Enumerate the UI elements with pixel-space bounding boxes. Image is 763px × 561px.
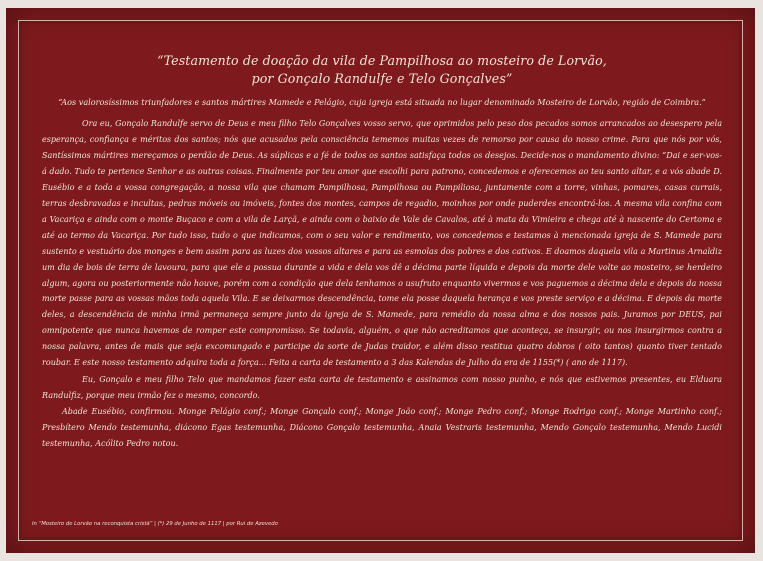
source-citation: In “Mosteiro de Lorvão na reconquista cristã” | (*) 29 de Junho de 1117 | por Rui de Azevedo [32,521,278,527]
signatories-paragraph: Eu, Gonçalo e meu filho Telo que mandamos fazer esta carta de testamento e assinamos com nosso punho, e nós que estivemos presentes, eu Elduara Randulfiz, porque meu irmão fez o mesmo, concordo. [42,375,722,401]
document-title-line1: “Testamento de doação da vila de Pampilhosa ao mosteiro de Lorvão, [157,53,607,68]
document-body [42,52,722,452]
testament-paragraph: Ora eu, Gonçalo Randulfe servo de Deus e meu filho Telo Gonçalves vosso servo, que oprimidos pelo peso dos pecados somos arrancados ao desespero pela esperança, confiança e méritos dos santos; nós que acusados pela consciência tememos muitas vezes de remorso por causa do nosso crime. Para que nós por vós, Santíssimos mártires mereçamos o perdão de Deus. As súplicas e a fé de todos os santos satisfaça todos os desejos. Decide-nos o mandamento divino: “Dai e ser-vos-á dado. Tudo te pertence Senhor e as outras coisas. Finalmente por teu amor que escolhi para patrono, concedemos e oferecemos ao teu santo altar, e a vós abade D. Eusébio e a toda a vossa congregação, a nossa vila que chamam Pampilhosa, Pampilhosa ou Pampiliosa, juntamente com a torre, vinhas, pomares, casas currais, terras desbravadas e incultas, pedras móveis ou imóveis, fontes dos montes, campos de regadio, moinhos por onde puderdes encontrá-los. A mesma vila confina com a Vacariça e ainda com o monte Buçaco e com a vila de Larçã, e ainda com o baixio de Vale de Cavalos, até à mata da Vimieira e chega até à nascente do Certoma e até ao termo da Vacariça. Por tudo isso, tudo o que indicamos, com o seu valor e rendimento, vos concedemos e testamos à mencionada igreja de S. Mamede para sustento e vestuário dos monges e bem assim para as luzes dos vossos altares e para as esmolas dos pobres e dos cativos. E doamos daquela vila a Martinus Arnaldiz um dia de bois de terra de lavoura, para que ele a possua durante a vida e dela vos dê a décima parte líquida e depois da morte dele volte ao mosteiro, se herdeiro algum, agora ou posteriormente não houve, porém com a condição que dela tenhamos o usufruto enquanto vivermos e vos paguemos a décima dela e depois da nossa morte passe para as vossas mãos toda aquela Vila. E se deixarmos descendência, tome ela posse daquela herança e vos preste serviço e a décima. E depois da morte deles, a descendência de minha irmã permaneça sempre junto da igreja de S. Mamede, para remédio da nossa alma e dos nossos pais. Juramos por DEUS, pai omnipotente que nunca havemos de romper este compromisso. Se todavia, alguém, o que não acreditamos que aconteça, se insurgir, ou nos insurgirmos contra a nossa palavra, antes de mais que seja excomungado e participe da sorte de Judas traidor, e além disso restitua quatro dobros ( oito tantos) quanto tiver tentado roubar. E este nosso testamento adquira toda a força... Feita a carta de testamento a 3 das Kalendas de Julho da era de 1155(*) ( ano de 1117). [42,119,722,368]
document-title-line2: por Gonçalo Randulfe e Telo Gonçalves” [251,71,513,86]
document-card [6,8,755,553]
confirmations-paragraph: Abade Eusébio, confirmou. Monge Pelágio conf.; Monge Gonçalo conf.; Monge João conf.; Monge Pedro conf.; Monge Rodrigo conf.; Monge Martinho conf.; Presbítero Mendo testemunha, diácono Egas testemunha, Diácono Gonçalo testemunha, Anaia Vestraris testemunha, Mendo Gonçalo testemunha, Mendo Lucidi testemunha, Acólito Pedro notou. [42,407,722,449]
document-subtitle: “Aos valorosíssimos triunfadores e santos mártires Mamede e Pelágio, cuja igreja está situada no lugar denominado Mosteiro de Lorvão, região de Coimbra.” [58,97,706,107]
